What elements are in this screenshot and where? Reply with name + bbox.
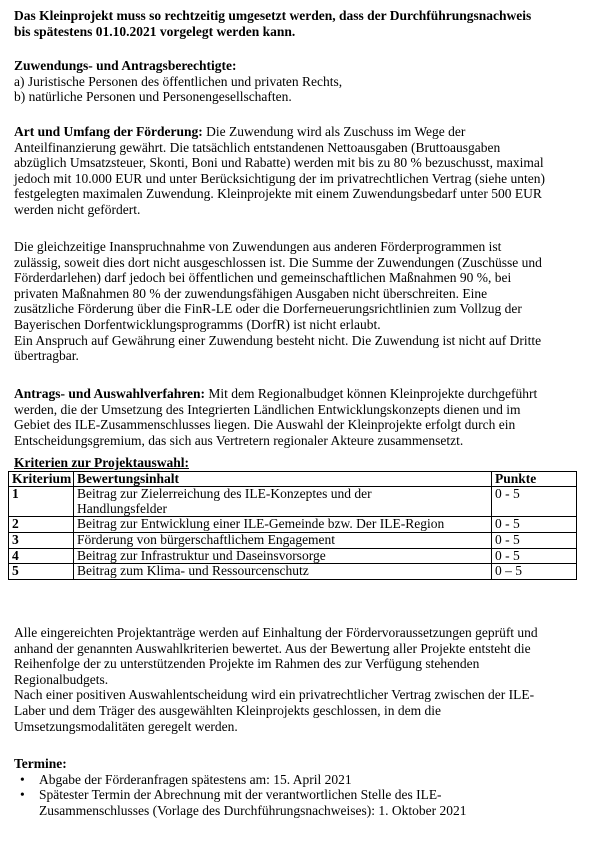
combination-text: privaten Maßnahmen 80 % der zuwendungsfähigen Ausgaben nicht überschreiten. Eine [14,285,488,301]
list-item [14,772,580,788]
evaluation-text: Reihenfolge der zu unterstützenden Projekte im Rahmen des zur Verfügung stehenden [14,656,480,672]
criterion-content: Förderung von bürgerschaftlichem Engagement [74,532,492,548]
table-row [9,548,577,564]
evaluation-paragraph [14,625,580,734]
combination-text: zulässig, soweit dies dort nicht ausgeschlossen ist. Die Summe der Zuwendungen (Zuschüsse und [14,254,542,270]
criterion-id: 2 [9,517,74,533]
table-row [9,564,577,580]
intro-line: Das Kleinprojekt muss so rechtzeitig umgesetzt werden, dass der Durchführungsnachweis [14,8,532,23]
criterion-points: 0 - 5 [492,487,577,517]
column-header-content: Bewertungsinhalt [74,471,492,487]
criterion-content: Beitrag zum Klima- und Ressourcenschutz [74,564,492,580]
combination-text: Ein Anspruch auf Gewährung einer Zuwendung besteht nicht. Die Zuwendung ist nicht auf Dritte [14,332,542,348]
criterion-content: Beitrag zur Infrastruktur und Daseinsvorsorge [74,548,492,564]
criteria-section [8,455,580,580]
funding-text: abzüglich Umsatzsteuer, Skonti, Boni und Rabatte) werden mit bis zu 80 % bezuschusst, maximal [14,155,544,171]
funding-text: Die Zuwendung wird als Zuschuss im Wege der [202,124,466,139]
combination-text: Die gleichzeitige Inanspruchnahme von Zuwendungen aus anderen Förderprogrammen ist [14,239,502,254]
criterion-points: 0 – 5 [492,564,577,580]
criterion-id: 4 [9,548,74,564]
combination-text: Förderdarlehen) darf jedoch bei öffentlichen und gemeinschaftlichen Maßnahmen 90 %, bei [14,270,512,286]
table-row [9,487,577,517]
procedure-heading: Antrags- und Auswahlverfahren: [14,386,206,401]
funding-section [14,124,580,218]
deadlines-list [14,772,580,819]
procedure-text: Entscheidungsgremium, das sich aus Vertretern regionaler Akteure zusammensetzt. [14,432,464,448]
intro-line: bis spätestens 01.10.2021 vorgelegt werden kann. [14,23,296,39]
eligibility-item: b) natürliche Personen und Personengesellschaften. [14,89,292,105]
combination-text: zusätzliche Förderung über die FinR-LE oder die Dorferneuerungsrichtlinien zum Vollzug der [14,301,522,317]
criteria-heading: Kriterien zur Projektauswahl: [14,455,189,470]
intro-paragraph [14,8,580,39]
procedure-section [14,386,580,448]
criterion-points: 0 - 5 [492,517,577,533]
evaluation-text: Umsetzungsmodalitäten geregelt werden. [14,718,238,734]
evaluation-text: Regionalbudgets. [14,671,109,687]
funding-text: werden nicht gefördert. [14,201,141,217]
criterion-points: 0 - 5 [492,532,577,548]
criterion-points: 0 - 5 [492,548,577,564]
eligibility-item: a) Juristische Personen des öffentlichen und privaten Rechts, [14,73,343,89]
table-row [9,532,577,548]
deadline-text: Abgabe der Förderanfragen spätestens am: 15. April 2021 [39,771,352,787]
evaluation-text: anhand der genannten Auswahlkriterien bewertet. Aus der Bewertung aller Projekte entsteht die [14,640,531,656]
procedure-text: Gebiet des ILE-Zusammenschlusses liegen. Die Auswahl der Kleinprojekte erfolgt durch ein [14,417,516,433]
bullet-icon: • [20,787,25,803]
column-header-points: Punkte [492,471,577,487]
eligibility-section [14,58,580,105]
combination-paragraph [14,239,580,364]
deadline-text: Spätester Termin der Abrechnung mit der verantwortlichen Stelle des ILE- [39,787,442,803]
eligibility-heading: Zuwendungs- und Antragsberechtigte: [14,58,237,73]
criterion-id: 1 [9,487,74,517]
evaluation-text: Laber und dem Träger des ausgewählten Kleinprojekts geschlossen, in dem die [14,702,442,718]
column-header-criterion: Kriterium [9,471,74,487]
criterion-content: Beitrag zur Entwicklung einer ILE-Gemeinde bzw. Der ILE-Region [74,517,492,533]
combination-text: übertragbar. [14,348,79,364]
funding-text: Anteilfinanzierung gewährt. Die tatsächlich entstandenen Nettoausgaben (Bruttoausgaben [14,139,501,155]
evaluation-text: Alle eingereichten Projektanträge werden auf Einhaltung der Fördervoraussetzungen geprüft und [14,625,538,640]
criterion-content-line: Handlungsfelder [77,500,167,516]
funding-text: festgelegten maximalen Zuwendung. Kleinprojekte mit einem Zuwendungsbedarf unter 500 EUR [14,186,542,202]
list-item [14,787,580,818]
funding-text: jedoch mit 10.000 EUR und unter Berücksichtigung der im privatrechtlichen Vertrag (siehe unten) [14,170,545,186]
criterion-id: 3 [9,532,74,548]
procedure-text: Mit dem Regionalbudget können Kleinprojekte durchgeführt [205,386,538,401]
deadlines-heading: Termine: [14,756,67,771]
evaluation-text: Nach einer positiven Auswahlentscheidung wird ein privatrechtlicher Vertrag zwischen der ILE- [14,687,535,703]
table-header-row [9,471,577,487]
combination-text: Bayerischen Dorfentwicklungsprogramms (DorfR) ist nicht erlaubt. [14,316,381,332]
criteria-table [8,471,577,580]
criterion-id: 5 [9,564,74,580]
criterion-content [74,487,492,517]
funding-heading: Art und Umfang der Förderung: [14,124,203,139]
bullet-icon: • [20,771,25,787]
deadlines-section [14,756,580,818]
table-row [9,517,577,533]
deadline-text: Zusammenschlusses (Vorlage des Durchführungsnachweises): 1. Oktober 2021 [39,802,467,818]
procedure-text: werden, die der Umsetzung des Integrierten Ländlichen Entwicklungskonzepts dienen und im [14,401,521,417]
criterion-content-line: Beitrag zur Zielerreichung des ILE-Konzeptes und der [77,486,372,502]
